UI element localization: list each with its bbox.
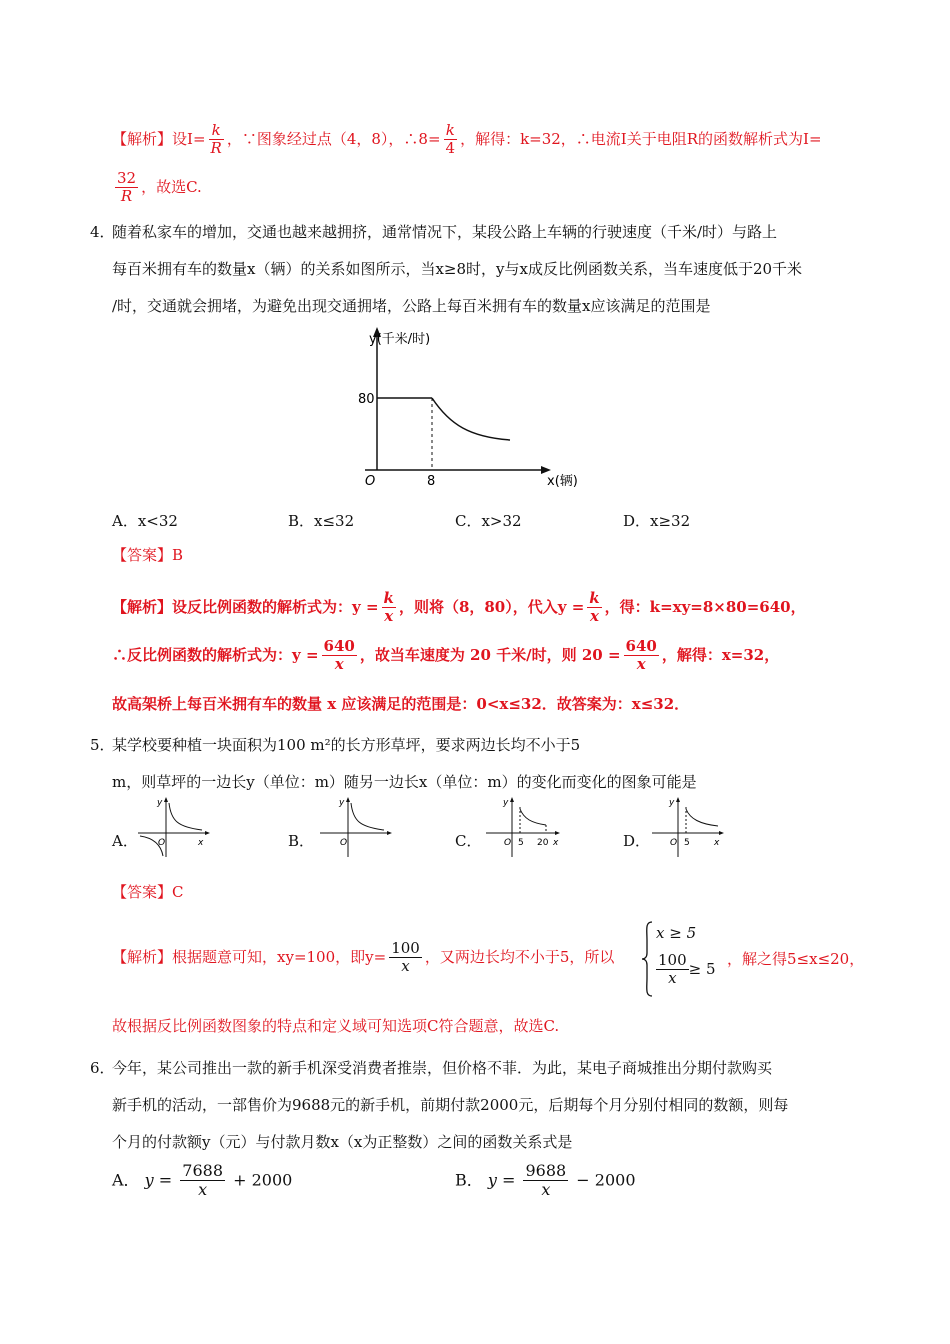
- q4-answer: 【答案】B: [112, 546, 184, 564]
- fraction-32-over-r: $\frac{32}{R}$: [117, 169, 137, 206]
- q4-option-a[interactable]: A．x<32: [112, 512, 178, 530]
- q4-line1: 随着私家车的增加，交通也越来越拥挤，通常情况下，某段公路上车辆的行驶速度（千米/时）与路上: [112, 223, 778, 241]
- q4-analysis-line2: ∴反比例函数的解析式为：y = $\frac{640}{x}$ ，故当车速度为 20 千米/时，则 20 = $\frac{640}{x}$ ，解得：x=32，: [112, 637, 780, 674]
- q5-d-x: x: [714, 838, 720, 848]
- q5-a-y: y: [157, 798, 163, 808]
- q4-option-c[interactable]: C．x>32: [455, 512, 522, 530]
- fraction-7688-over-x: $\frac{7688}{x}$: [182, 1161, 223, 1200]
- fraction-k-over-r: $\frac{k}{R}$: [210, 121, 222, 158]
- q5-c-five: 5: [518, 838, 524, 848]
- q5-graph-b: [318, 795, 396, 860]
- q5-option-c[interactable]: C．: [455, 832, 482, 850]
- q4-graph-xlabel: x(辆): [547, 474, 578, 489]
- q5-option-d[interactable]: D．: [623, 832, 651, 850]
- q5-option-b[interactable]: B．: [288, 832, 315, 850]
- q6-line1: 今年，某公司推出一款的新手机深受消费者推崇，但价格不菲．为此，某电子商城推出分期付款购买: [112, 1059, 773, 1077]
- q4-number: 4．: [90, 223, 115, 241]
- q4-line3: /时，交通就会拥堵，为避免出现交通拥堵，公路上每百米拥有车的数量x应该满足的范围是: [112, 297, 711, 315]
- q4-graph: [355, 325, 595, 495]
- q4-option-d[interactable]: D．x≥32: [623, 512, 691, 530]
- q4-line2: 每百米拥有车的数量x（辆）的关系如图所示，当x≥8时，y与x成反比例函数关系，当车速度低于20千米: [112, 260, 803, 278]
- q5-b-o: O: [340, 838, 348, 848]
- q6-option-a[interactable]: A． y = $\frac{7688}{x}$ + 2000: [112, 1161, 293, 1200]
- q5-inequality-system: [640, 920, 720, 1000]
- q5-system-row1: x ≥ 5: [656, 924, 697, 942]
- q5-c-o: O: [504, 838, 512, 848]
- q5-c-x: x: [553, 838, 559, 848]
- q5-c-twenty: 20: [537, 838, 549, 848]
- q5-graph-a: [136, 795, 214, 860]
- q6-number: 6．: [90, 1059, 115, 1077]
- q5-b-y: y: [339, 798, 345, 808]
- q5-analysis-line2: 故根据反比例函数图象的特点和定义域可知选项C符合题意，故选C.: [112, 1017, 560, 1035]
- q4-graph-xtick: 8: [427, 474, 436, 489]
- fraction-100-over-x: $\frac{100}{x}$: [391, 939, 420, 976]
- q5-number: 5．: [90, 736, 115, 754]
- q4-analysis-line1: 【解析】设反比例函数的解析式为：y = $\frac{k}{x}$ ，则将（8，80），代入y = $\frac{k}{x}$ ，得：k=xy=8×80=640，: [112, 589, 806, 626]
- q5-c-y: y: [503, 798, 509, 808]
- q5-analysis-result: ，解之得5≤x≤20，: [727, 950, 865, 968]
- q5-a-o: O: [158, 838, 166, 848]
- q6-line2: 新手机的活动，一部售价为9688元的新手机，前期付款2000元，后期每个月分别付相同的数额，则每: [112, 1096, 789, 1114]
- q5-line1: 某学校要种植一块面积为100 m²的长方形草坪，要求两边长均不小于5: [112, 736, 581, 754]
- q5-d-five: 5: [684, 838, 690, 848]
- q5-answer: 【答案】C: [112, 883, 184, 901]
- q5-option-a[interactable]: A．: [112, 832, 138, 850]
- q4-graph-origin: O: [365, 474, 376, 489]
- fraction-9688-over-x: $\frac{9688}{x}$: [525, 1161, 567, 1200]
- q5-system-row2: $\frac{100}{x}$ ≥ 5: [658, 951, 716, 988]
- q5-a-x: x: [198, 838, 204, 848]
- q5-line2: m，则草坪的一边长y（单位：m）随另一边长x（单位：m）的变化而变化的图象可能是: [112, 773, 697, 791]
- q5-graph-c: [484, 795, 564, 860]
- q5-d-y: y: [669, 798, 675, 808]
- fraction-k-over-x-2: $\frac{k}{x}$: [589, 589, 600, 626]
- q3-analysis-line2: $\frac{32}{R}$ ，故选C.: [117, 169, 202, 206]
- q3-analysis-line1: 【解析】设I= $\frac{k}{R}$ ，∵图象经过点（4，8），∴8= $\frac{k}{4}$ ，解得：k=32，∴电流I关于电阻R的函数解析式为I=: [112, 121, 822, 158]
- q4-graph-ytick: 80: [358, 392, 375, 407]
- q4-analysis-line3: 故高架桥上每百米拥有车的数量 x 应该满足的范围是：0<x≤32．故答案为：x≤32．: [112, 695, 690, 713]
- q6-option-b[interactable]: B． y = $\frac{9688}{x}$ − 2000: [455, 1161, 636, 1200]
- q4-graph-ylabel: y(千米/时): [369, 332, 431, 347]
- q6-line3: 个月的付款额y（元）与付款月数x（x为正整数）之间的函数关系式是: [112, 1133, 573, 1151]
- fraction-640-over-x: $\frac{640}{x}$: [323, 637, 355, 674]
- q4-option-b[interactable]: B．x≤32: [288, 512, 355, 530]
- fraction-640-over-x-2: $\frac{640}{x}$: [625, 637, 657, 674]
- q5-d-o: O: [670, 838, 678, 848]
- q5-analysis-line1: 【解析】根据题意可知，xy=100，即y= $\frac{100}{x}$ ，又两边长均不小于5，所以: [112, 939, 615, 976]
- fraction-k-over-4: $\frac{k}{4}$: [445, 121, 456, 158]
- fraction-k-over-x: $\frac{k}{x}$: [383, 589, 394, 626]
- q5-graph-d: [650, 795, 728, 860]
